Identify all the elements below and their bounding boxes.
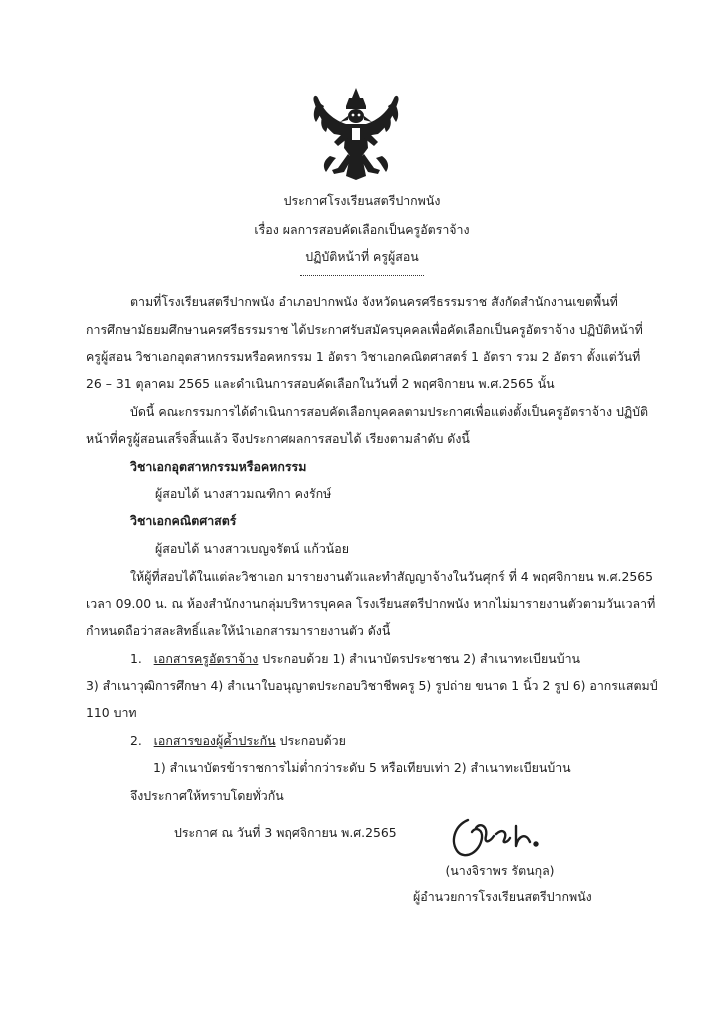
- paragraph-2-line-2: หน้าที่ครูผู้สอนเสร็จสิ้นแล้ว จึงประกาศผลการสอบได้ เรียงตามลำดับ ดังนี้: [86, 431, 470, 446]
- garuda-emblem-icon: [304, 86, 408, 182]
- signer-name: (นางจิราพร รัตนกุล): [445, 863, 555, 878]
- header-line-2: เรื่อง ผลการสอบคัดเลือกเป็นครูอัตราจ้าง: [254, 222, 470, 237]
- handwritten-signature-icon: [446, 812, 566, 864]
- signer-position: ผู้อำนวยการโรงเรียนสตรีปากพนัง: [413, 889, 592, 904]
- header-line-3: ปฏิบัติหน้าที่ ครูผู้สอน: [305, 249, 419, 264]
- subject-1-passer: ผู้สอบได้ นางสาวมณฑิกา คงรักษ์: [155, 486, 332, 501]
- paragraph-1-line-2: การศึกษามัธยมศึกษานครศรีธรรมราช ได้ประกาศรับสมัครบุคคลเพื่อคัดเลือกเป็นครูอัตราจ้าง ปฏิบัติหน้าที่: [86, 322, 643, 337]
- item-2-number: 2.: [130, 733, 142, 748]
- item-1-number: 1.: [130, 651, 142, 666]
- item-1-line-2: 3) สำเนาวุฒิการศึกษา 4) สำเนาใบอนุญาตประกอบวิชาชีพครู 5) รูปถ่าย ขนาด 1 นิ้ว 2 รูป 6) อากรแสตมป์: [86, 678, 658, 693]
- subject-2-heading: วิชาเอกคณิตศาสตร์: [130, 513, 237, 528]
- subject-2-passer: ผู้สอบได้ นางสาวเบญจรัตน์ แก้วน้อย: [155, 541, 349, 556]
- paragraph-1-line-3: ครูผู้สอน วิชาเอกอุตสาหกรรมหรือคหกรรม 1 อัตรา วิชาเอกคณิตศาสตร์ 1 อัตรา รวม 2 อัตรา ตั้งแต่วันที่: [86, 349, 641, 364]
- paragraph-1-line-1: ตามที่โรงเรียนสตรีปากพนัง อำเภอปากพนัง จังหวัดนครศรีธรรมราช สังกัดสำนักงานเขตพื้นที่: [130, 294, 618, 309]
- paragraph-3-line-3: กำหนดถือว่าสละสิทธิ์และให้นำเอกสารมารายงานตัว ดังนี้: [86, 623, 391, 638]
- item-2-title: เอกสารของผู้ค้ำประกัน: [153, 733, 276, 748]
- item-2-line-2: 1) สำเนาบัตรข้าราชการไม่ต่ำกว่าระดับ 5 หรือเทียบเท่า 2) สำเนาทะเบียนบ้าน: [153, 760, 571, 775]
- item-1-title: เอกสารครูอัตราจ้าง: [153, 651, 259, 666]
- paragraph-2-line-1: บัดนี้ คณะกรรมการได้ดำเนินการสอบคัดเลือกบุคคลตามประกาศเพื่อแต่งตั้งเป็นครูอัตราจ้าง ปฏิบัติ: [130, 404, 649, 419]
- paragraph-1-line-4: 26 – 31 ตุลาคม 2565 และดำเนินการสอบคัดเลือกในวันที่ 2 พฤศจิกายน พ.ศ.2565 นั้น: [86, 376, 555, 391]
- item-1-line-1: [130, 651, 580, 667]
- paragraph-3-line-2: เวลา 09.00 น. ณ ห้องสำนักงานกลุ่มบริหารบุคคล โรงเรียนสตรีปากพนัง หากไม่มารายงานตัวตามวันเวลาที่: [86, 596, 656, 611]
- item-1-rest: ประกอบด้วย 1) สำเนาบัตรประชาชน 2) สำเนาทะเบียนบ้าน: [258, 651, 581, 666]
- paragraph-3-line-1: ให้ผู้ที่สอบได้ในแต่ละวิชาเอก มารายงานตัวและทำสัญญาจ้างในวันศุกร์ ที่ 4 พฤศจิกายน พ.ศ.2565: [130, 569, 653, 584]
- announcement-date: ประกาศ ณ วันที่ 3 พฤศจิกายน พ.ศ.2565: [174, 825, 397, 840]
- subject-1-heading: วิชาเอกอุตสาหกรรมหรือคหกรรม: [130, 459, 307, 474]
- item-2-line-1: [130, 733, 346, 749]
- item-1-line-3: 110 บาท: [86, 705, 137, 720]
- closing-text: จึงประกาศให้ทราบโดยทั่วกัน: [130, 788, 284, 803]
- item-2-rest: ประกอบด้วย: [275, 733, 346, 748]
- header-line-1: ประกาศโรงเรียนสตรีปากพนัง: [283, 193, 441, 208]
- header-divider: [300, 275, 424, 276]
